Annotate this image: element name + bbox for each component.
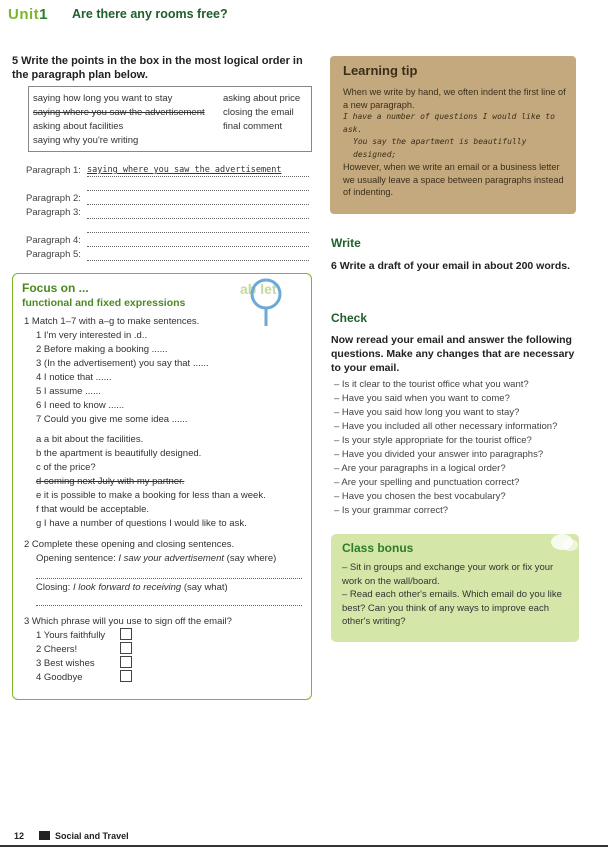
match-option: b the apartment is beautifully designed. [36, 448, 202, 459]
opening-input[interactable] [36, 578, 302, 579]
learning-tip-body [343, 86, 571, 199]
signoff-option: 3 Best wishes [36, 658, 95, 669]
match-item: 5 I assume ...... [36, 386, 101, 397]
opening-sentence: Opening sentence: I saw your advertisement (say where) [36, 553, 277, 564]
paragraph-4-label: Paragraph 4: [26, 235, 81, 246]
check-item: – Is your grammar correct? [334, 505, 449, 516]
magnifier-icon [246, 276, 286, 328]
exercise-5-prompt: 5 Write the points in the box in the most logical order in the paragraph plan below. [12, 55, 303, 81]
class-bonus-title: Class bonus [342, 541, 414, 555]
box-item: closing the email [223, 107, 294, 118]
book-icon [39, 831, 50, 840]
match-option: e it is possible to make a booking for less than a week. [36, 490, 266, 501]
answer-line [87, 190, 309, 191]
box-item: asking about price [223, 93, 301, 104]
tip-text: However, when we write an email or a business letter we usually leave a space between paragraphs instead of indenting. [343, 162, 564, 197]
class-bonus-body [342, 561, 572, 629]
speech-bubble-icon [548, 532, 580, 554]
check-list [334, 378, 584, 518]
bonus-item: – Sit in groups and exchange your work or fix your work on the wall/board. [342, 562, 554, 587]
check-item: – Are your paragraphs in a logical order? [334, 463, 506, 474]
match-item: 1 I'm very interested in .d.. [36, 330, 148, 341]
paragraph-1-answer: saying where you saw the advertisement [87, 165, 282, 175]
check-item: – Have you said when you want to come? [334, 393, 510, 404]
bonus-item: – Read each other's emails. Which email do you like best? Can you think of any ways to improve each other's writing? [342, 589, 562, 627]
check-heading: Check [331, 311, 368, 325]
match-item: 6 I need to know ...... [36, 400, 125, 411]
check-prompt: Now reread your email and answer the following questions. Make any changes that are necessary to your email. [331, 334, 575, 374]
signoff-option: 4 Goodbye [36, 672, 83, 683]
closing-input[interactable] [36, 605, 302, 606]
points-box [28, 86, 312, 152]
tip-text: When we write by hand, we often indent the first line of a new paragraph. [343, 87, 566, 110]
check-item: – Is it clear to the tourist office what you want? [334, 379, 529, 390]
paragraph-5-input[interactable] [87, 260, 309, 261]
footer-rule [0, 845, 608, 847]
exercise-3-prompt: 3 Which phrase will you use to sign off the email? [24, 616, 232, 627]
check-item: – Have you chosen the best vocabulary? [334, 491, 506, 502]
check-item: – Have you included all other necessary information? [334, 421, 558, 432]
tip-handwriting: I have a number of questions I would like to ask. [343, 112, 555, 134]
check-item: – Have you said how long you want to stay? [334, 407, 520, 418]
match-option: c of the price? [36, 462, 96, 473]
paragraph-1-label: Paragraph 1: [26, 165, 81, 176]
signoff-checkbox[interactable] [120, 670, 132, 682]
answer-line [87, 176, 309, 177]
learning-tip-title: Learning tip [343, 63, 418, 78]
signoff-option: 1 Yours faithfully [36, 630, 106, 641]
match-option: g I have a number of questions I would like to ask. [36, 518, 247, 529]
box-item: asking about facilities [33, 121, 124, 132]
write-heading: Write [331, 236, 361, 250]
box-item: saying why you're writing [33, 135, 139, 146]
unit-title: Are there any rooms free? [72, 7, 228, 21]
paragraph-4-input[interactable] [87, 246, 309, 247]
write-prompt: 6 Write a draft of your email in about 200 words. [331, 260, 571, 272]
match-item: 7 Could you give me some idea ...... [36, 414, 188, 425]
match-option: f that would be acceptable. [36, 504, 150, 515]
exercise-1-prompt: 1 Match 1–7 with a–g to make sentences. [24, 316, 200, 327]
signoff-checkbox[interactable] [120, 628, 132, 640]
signoff-option: 2 Cheers! [36, 644, 78, 655]
page-number: 12 [14, 831, 25, 841]
box-item: final comment [223, 121, 283, 132]
box-item: saying how long you want to stay [33, 93, 173, 104]
focus-subtitle: functional and fixed expressions [22, 297, 186, 309]
closing-sentence: Closing: I look forward to receiving (say what) [36, 582, 228, 593]
signoff-checkbox[interactable] [120, 656, 132, 668]
tip-handwriting: You say the apartment is beautifully designed; [353, 137, 527, 159]
check-item: – Have you divided your answer into paragraphs? [334, 449, 544, 460]
signoff-checkbox[interactable] [120, 642, 132, 654]
unit-label: Unit1 [8, 6, 49, 23]
paragraph-2-label: Paragraph 2: [26, 193, 81, 204]
answer-line [87, 232, 309, 233]
match-item: 3 (In the advertisement) you say that ...... [36, 358, 209, 369]
paragraph-5-label: Paragraph 5: [26, 249, 81, 260]
check-item: – Are your spelling and punctuation correct? [334, 477, 520, 488]
focus-title: Focus on ... [22, 281, 89, 295]
check-item: – Is your style appropriate for the tourist office? [334, 435, 532, 446]
paragraph-3-input[interactable] [87, 218, 309, 219]
paragraph-3-label: Paragraph 3: [26, 207, 81, 218]
box-item-struck: saying where you saw the advertisement [33, 107, 205, 118]
match-option: a a bit about the facilities. [36, 434, 144, 445]
match-item: 2 Before making a booking ...... [36, 344, 168, 355]
match-item: 4 I notice that ...... [36, 372, 112, 383]
book-title: Social and Travel [55, 831, 129, 841]
exercise-2-prompt: 2 Complete these opening and closing sentences. [24, 539, 235, 550]
match-option-struck: d coming next July with my partner. [36, 476, 185, 487]
paragraph-2-input[interactable] [87, 204, 309, 205]
alphabet-watermark: ab let [240, 281, 277, 297]
page-footer [14, 831, 129, 841]
